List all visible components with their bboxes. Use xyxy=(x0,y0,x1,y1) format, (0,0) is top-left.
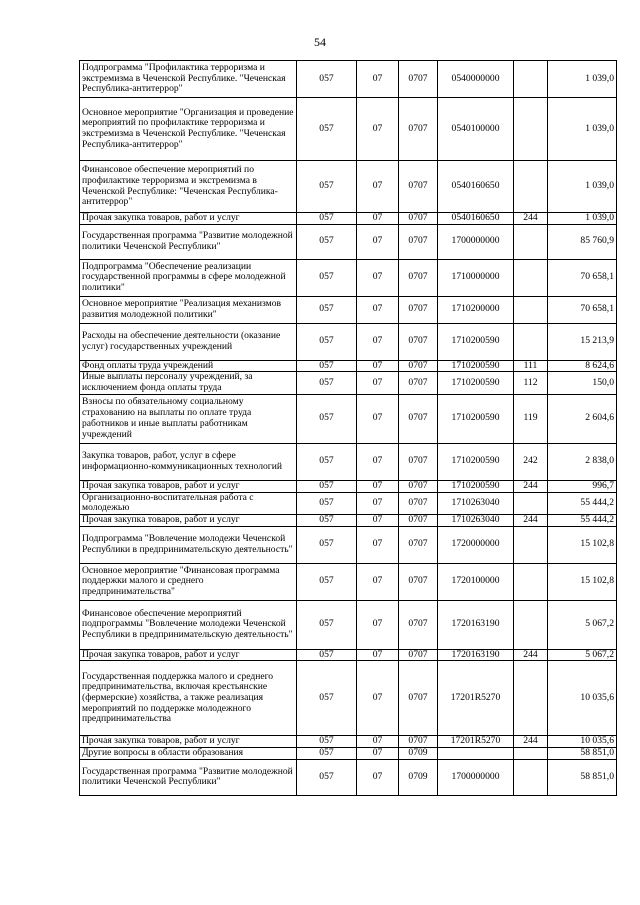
target-article-code: 1720163190 xyxy=(438,649,514,661)
item-name: Прочая закупка товаров, работ и услуг xyxy=(80,649,297,661)
expense-type-code: 119 xyxy=(514,394,548,443)
section-code: 07 xyxy=(357,526,399,563)
target-article-code: 1720100000 xyxy=(438,563,514,600)
section-code: 07 xyxy=(357,98,399,161)
expense-type-code: 244 xyxy=(514,736,548,748)
target-article-code: 1710200590 xyxy=(438,480,514,492)
section-code: 07 xyxy=(357,514,399,526)
item-name: Фонд оплаты труда учреждений xyxy=(80,360,297,372)
amount: 1 039,0 xyxy=(548,213,617,225)
expense-type-code xyxy=(514,748,548,760)
dept-code: 057 xyxy=(297,259,357,296)
table-row xyxy=(80,748,617,760)
subsection-code: 0707 xyxy=(399,161,438,213)
table-row xyxy=(80,492,617,514)
expense-type-code xyxy=(514,224,548,259)
item-name: Государственная программа "Развитие молодежной политики Чеченской Республики" xyxy=(80,759,297,795)
amount: 1 039,0 xyxy=(548,98,617,161)
amount: 15 102,8 xyxy=(548,526,617,563)
item-name: Иные выплаты персоналу учреждений, за исключением фонда оплаты труда xyxy=(80,372,297,394)
subsection-code: 0707 xyxy=(399,492,438,514)
dept-code: 057 xyxy=(297,98,357,161)
target-article-code: 1710200000 xyxy=(438,296,514,323)
expense-type-code: 244 xyxy=(514,213,548,225)
target-article-code: 1710000000 xyxy=(438,259,514,296)
section-code: 07 xyxy=(357,360,399,372)
table-row xyxy=(80,360,617,372)
expense-type-code xyxy=(514,161,548,213)
amount: 150,0 xyxy=(548,372,617,394)
table-row xyxy=(80,514,617,526)
dept-code: 057 xyxy=(297,759,357,795)
dept-code: 057 xyxy=(297,323,357,360)
section-code: 07 xyxy=(357,759,399,795)
expense-type-code xyxy=(514,296,548,323)
table-row xyxy=(80,480,617,492)
table-row xyxy=(80,736,617,748)
dept-code: 057 xyxy=(297,443,357,480)
dept-code: 057 xyxy=(297,649,357,661)
section-code: 07 xyxy=(357,736,399,748)
table-row xyxy=(80,224,617,259)
item-name: Закупка товаров, работ, услуг в сфере информационно-коммуникационных технологий xyxy=(80,443,297,480)
target-article-code: 17201R5270 xyxy=(438,736,514,748)
item-name: Прочая закупка товаров, работ и услуг xyxy=(80,480,297,492)
target-article-code: 0540160650 xyxy=(438,213,514,225)
target-article-code: 1710200590 xyxy=(438,443,514,480)
section-code: 07 xyxy=(357,661,399,736)
dept-code: 057 xyxy=(297,661,357,736)
subsection-code: 0709 xyxy=(399,759,438,795)
table-row xyxy=(80,649,617,661)
expense-type-code xyxy=(514,661,548,736)
table-row xyxy=(80,600,617,649)
amount: 58 851,0 xyxy=(548,748,617,760)
section-code: 07 xyxy=(357,492,399,514)
expense-type-code xyxy=(514,61,548,98)
subsection-code: 0707 xyxy=(399,98,438,161)
item-name: Подпрограмма "Профилактика терроризма и экстремизма в Чеченской Республике. "Чеченская Республика-антитеррор" xyxy=(80,61,297,98)
section-code: 07 xyxy=(357,748,399,760)
dept-code: 057 xyxy=(297,372,357,394)
table-row xyxy=(80,98,617,161)
expense-type-code: 111 xyxy=(514,360,548,372)
target-article-code: 1710200590 xyxy=(438,372,514,394)
subsection-code: 0707 xyxy=(399,514,438,526)
target-article-code: 1720163190 xyxy=(438,600,514,649)
subsection-code: 0707 xyxy=(399,649,438,661)
dept-code: 057 xyxy=(297,213,357,225)
subsection-code: 0707 xyxy=(399,360,438,372)
subsection-code: 0707 xyxy=(399,563,438,600)
item-name: Прочая закупка товаров, работ и услуг xyxy=(80,213,297,225)
item-name: Основное мероприятие "Организация и проведение мероприятий по профилактике терроризма и экстремизма в Чеченской Республике. "Чеченская Республика-антитеррор" xyxy=(80,98,297,161)
section-code: 07 xyxy=(357,372,399,394)
expense-type-code xyxy=(514,259,548,296)
table-row xyxy=(80,759,617,795)
dept-code: 057 xyxy=(297,492,357,514)
section-code: 07 xyxy=(357,563,399,600)
section-code: 07 xyxy=(357,213,399,225)
amount: 58 851,0 xyxy=(548,759,617,795)
subsection-code: 0709 xyxy=(399,748,438,760)
amount: 5 067,2 xyxy=(548,649,617,661)
dept-code: 057 xyxy=(297,296,357,323)
amount: 55 444,2 xyxy=(548,514,617,526)
subsection-code: 0707 xyxy=(399,259,438,296)
target-article-code: 1710200590 xyxy=(438,394,514,443)
amount: 55 444,2 xyxy=(548,492,617,514)
item-name: Организационно-воспитательная работа с молодежью xyxy=(80,492,297,514)
expense-type-code xyxy=(514,563,548,600)
target-article-code: 1710200590 xyxy=(438,360,514,372)
dept-code: 057 xyxy=(297,61,357,98)
subsection-code: 0707 xyxy=(399,736,438,748)
section-code: 07 xyxy=(357,61,399,98)
subsection-code: 0707 xyxy=(399,600,438,649)
section-code: 07 xyxy=(357,649,399,661)
subsection-code: 0707 xyxy=(399,443,438,480)
amount: 85 760,9 xyxy=(548,224,617,259)
section-code: 07 xyxy=(357,480,399,492)
section-code: 07 xyxy=(357,600,399,649)
table-row xyxy=(80,61,617,98)
table-row xyxy=(80,296,617,323)
item-name: Прочая закупка товаров, работ и услуг xyxy=(80,736,297,748)
section-code: 07 xyxy=(357,296,399,323)
target-article-code: 0540160650 xyxy=(438,161,514,213)
expense-type-code xyxy=(514,492,548,514)
dept-code: 057 xyxy=(297,161,357,213)
section-code: 07 xyxy=(357,323,399,360)
item-name: Расходы на обеспечение деятельности (оказание услуг) государственных учреждений xyxy=(80,323,297,360)
target-article-code: 1710200590 xyxy=(438,323,514,360)
subsection-code: 0707 xyxy=(399,213,438,225)
section-code: 07 xyxy=(357,161,399,213)
amount: 15 213,9 xyxy=(548,323,617,360)
target-article-code: 1700000000 xyxy=(438,224,514,259)
amount: 10 035,6 xyxy=(548,661,617,736)
subsection-code: 0707 xyxy=(399,323,438,360)
subsection-code: 0707 xyxy=(399,661,438,736)
item-name: Другие вопросы в области образования xyxy=(80,748,297,760)
expense-type-code: 244 xyxy=(514,649,548,661)
item-name: Прочая закупка товаров, работ и услуг xyxy=(80,514,297,526)
page-number: 54 xyxy=(314,35,326,49)
expense-type-code: 244 xyxy=(514,480,548,492)
expense-type-code xyxy=(514,323,548,360)
section-code: 07 xyxy=(357,443,399,480)
section-code: 07 xyxy=(357,224,399,259)
subsection-code: 0707 xyxy=(399,480,438,492)
amount: 5 067,2 xyxy=(548,600,617,649)
target-article-code: 0540000000 xyxy=(438,61,514,98)
expense-type-code xyxy=(514,759,548,795)
item-name: Подпрограмма "Вовлечение молодежи Чеченской Республики в предпринимательскую деятельность" xyxy=(80,526,297,563)
dept-code: 057 xyxy=(297,526,357,563)
dept-code: 057 xyxy=(297,600,357,649)
dept-code: 057 xyxy=(297,748,357,760)
target-article-code: 1720000000 xyxy=(438,526,514,563)
subsection-code: 0707 xyxy=(399,372,438,394)
target-article-code: 17201R5270 xyxy=(438,661,514,736)
item-name: Финансовое обеспечение мероприятий по профилактике терроризма и экстремизма в Чеченской Республике: "Чеченская Республика-антитеррор" xyxy=(80,161,297,213)
expense-type-code xyxy=(514,526,548,563)
section-code: 07 xyxy=(357,259,399,296)
amount: 2 604,6 xyxy=(548,394,617,443)
subsection-code: 0707 xyxy=(399,394,438,443)
amount: 1 039,0 xyxy=(548,161,617,213)
amount: 10 035,6 xyxy=(548,736,617,748)
table-row xyxy=(80,526,617,563)
target-article-code: 0540100000 xyxy=(438,98,514,161)
dept-code: 057 xyxy=(297,480,357,492)
expense-type-code: 242 xyxy=(514,443,548,480)
expense-type-code: 112 xyxy=(514,372,548,394)
expense-type-code xyxy=(514,600,548,649)
target-article-code: 1710263040 xyxy=(438,492,514,514)
item-name: Основное мероприятие "Реализация механизмов развития молодежной политики" xyxy=(80,296,297,323)
table-row xyxy=(80,563,617,600)
amount: 2 838,0 xyxy=(548,443,617,480)
section-code: 07 xyxy=(357,394,399,443)
subsection-code: 0707 xyxy=(399,296,438,323)
table-row xyxy=(80,161,617,213)
target-article-code: 1700000000 xyxy=(438,759,514,795)
amount: 15 102,8 xyxy=(548,563,617,600)
dept-code: 057 xyxy=(297,360,357,372)
item-name: Подпрограмма "Обеспечение реализации государственной программы в сфере молодежной политики" xyxy=(80,259,297,296)
table-row xyxy=(80,443,617,480)
table-row xyxy=(80,323,617,360)
item-name: Взносы по обязательному социальному страхованию на выплаты по оплате труда работников и иные выплаты работникам учреждений xyxy=(80,394,297,443)
table-row xyxy=(80,259,617,296)
expense-type-code: 244 xyxy=(514,514,548,526)
table-row xyxy=(80,394,617,443)
amount: 70 658,1 xyxy=(548,259,617,296)
amount: 1 039,0 xyxy=(548,61,617,98)
table-row xyxy=(80,661,617,736)
amount: 70 658,1 xyxy=(548,296,617,323)
table-row xyxy=(80,372,617,394)
dept-code: 057 xyxy=(297,224,357,259)
table-row xyxy=(80,213,617,225)
amount: 8 624,6 xyxy=(548,360,617,372)
subsection-code: 0707 xyxy=(399,61,438,98)
dept-code: 057 xyxy=(297,514,357,526)
subsection-code: 0707 xyxy=(399,526,438,563)
item-name: Основное мероприятие "Финансовая программа поддержки малого и среднего предпринимательства" xyxy=(80,563,297,600)
item-name: Финансовое обеспечение мероприятий подпрограммы "Вовлечение молодежи Чеченской Республики в предпринимательскую деятельность" xyxy=(80,600,297,649)
item-name: Государственная программа "Развитие молодежной политики Чеченской Республики" xyxy=(80,224,297,259)
budget-table xyxy=(79,60,617,796)
expense-type-code xyxy=(514,98,548,161)
subsection-code: 0707 xyxy=(399,224,438,259)
target-article-code xyxy=(438,748,514,760)
dept-code: 057 xyxy=(297,563,357,600)
amount: 996,7 xyxy=(548,480,617,492)
target-article-code: 1710263040 xyxy=(438,514,514,526)
dept-code: 057 xyxy=(297,394,357,443)
item-name: Государственная поддержка малого и среднего предпринимательства, включая крестьянские (фермерские) хозяйства, а также реализация мероприятий по поддержке молодежного предпринимательства xyxy=(80,661,297,736)
dept-code: 057 xyxy=(297,736,357,748)
